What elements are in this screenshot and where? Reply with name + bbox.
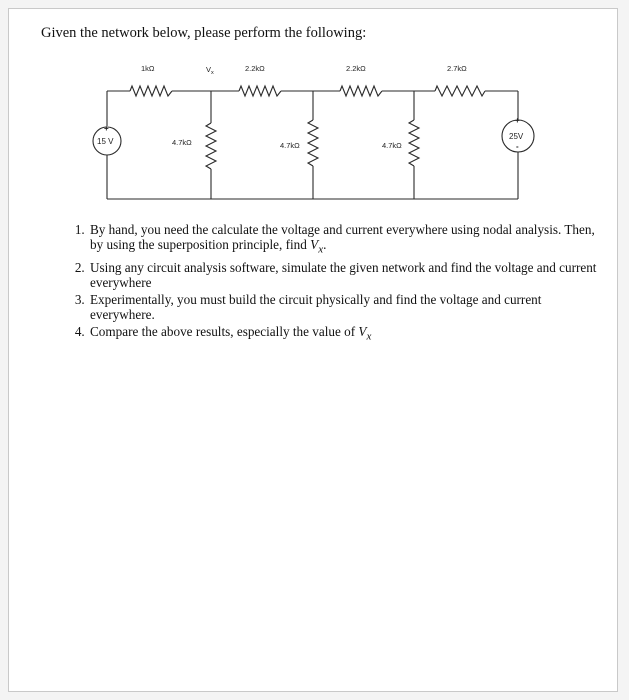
label-r-2k7: 2.7kΩ	[447, 64, 467, 73]
label-shunt-2: 4.7kΩ	[280, 141, 300, 150]
task-item-2: 2. Using any circuit analysis software, simulate the given network and find the voltage and current everywhere	[88, 260, 608, 290]
label-shunt-1: 4.7kΩ	[172, 138, 192, 147]
label-r-2k2-b: 2.2kΩ	[346, 64, 366, 73]
task-item-4: 4. Compare the above results, especially the value of $V_x$	[88, 324, 608, 345]
node-label-vx: $V_x$	[206, 65, 214, 76]
label-r-2k2-a: 2.2kΩ	[245, 64, 265, 73]
source-15v-label: 15 V	[97, 137, 114, 146]
label-shunt-3: 4.7kΩ	[382, 141, 402, 150]
source-25v-label: 25V	[509, 132, 524, 141]
source-15v-plus: +	[104, 124, 109, 133]
source-25v-minus: -	[516, 142, 519, 151]
question-text: Given the network below, please perform the following:	[41, 25, 367, 41]
label-r-1k: 1kΩ	[141, 64, 155, 73]
task-item-1: 1. By hand, you need the calculate the voltage and current everywhere using nodal analysis. Then, by using the superposition principle, find $V_x$.	[88, 222, 608, 258]
task-list	[66, 222, 608, 346]
source-25v-plus: +	[515, 116, 520, 125]
task-item-3: 3. Experimentally, you must build the circuit physically and find the voltage and current everywhere.	[88, 292, 608, 322]
page-frame	[8, 8, 618, 692]
